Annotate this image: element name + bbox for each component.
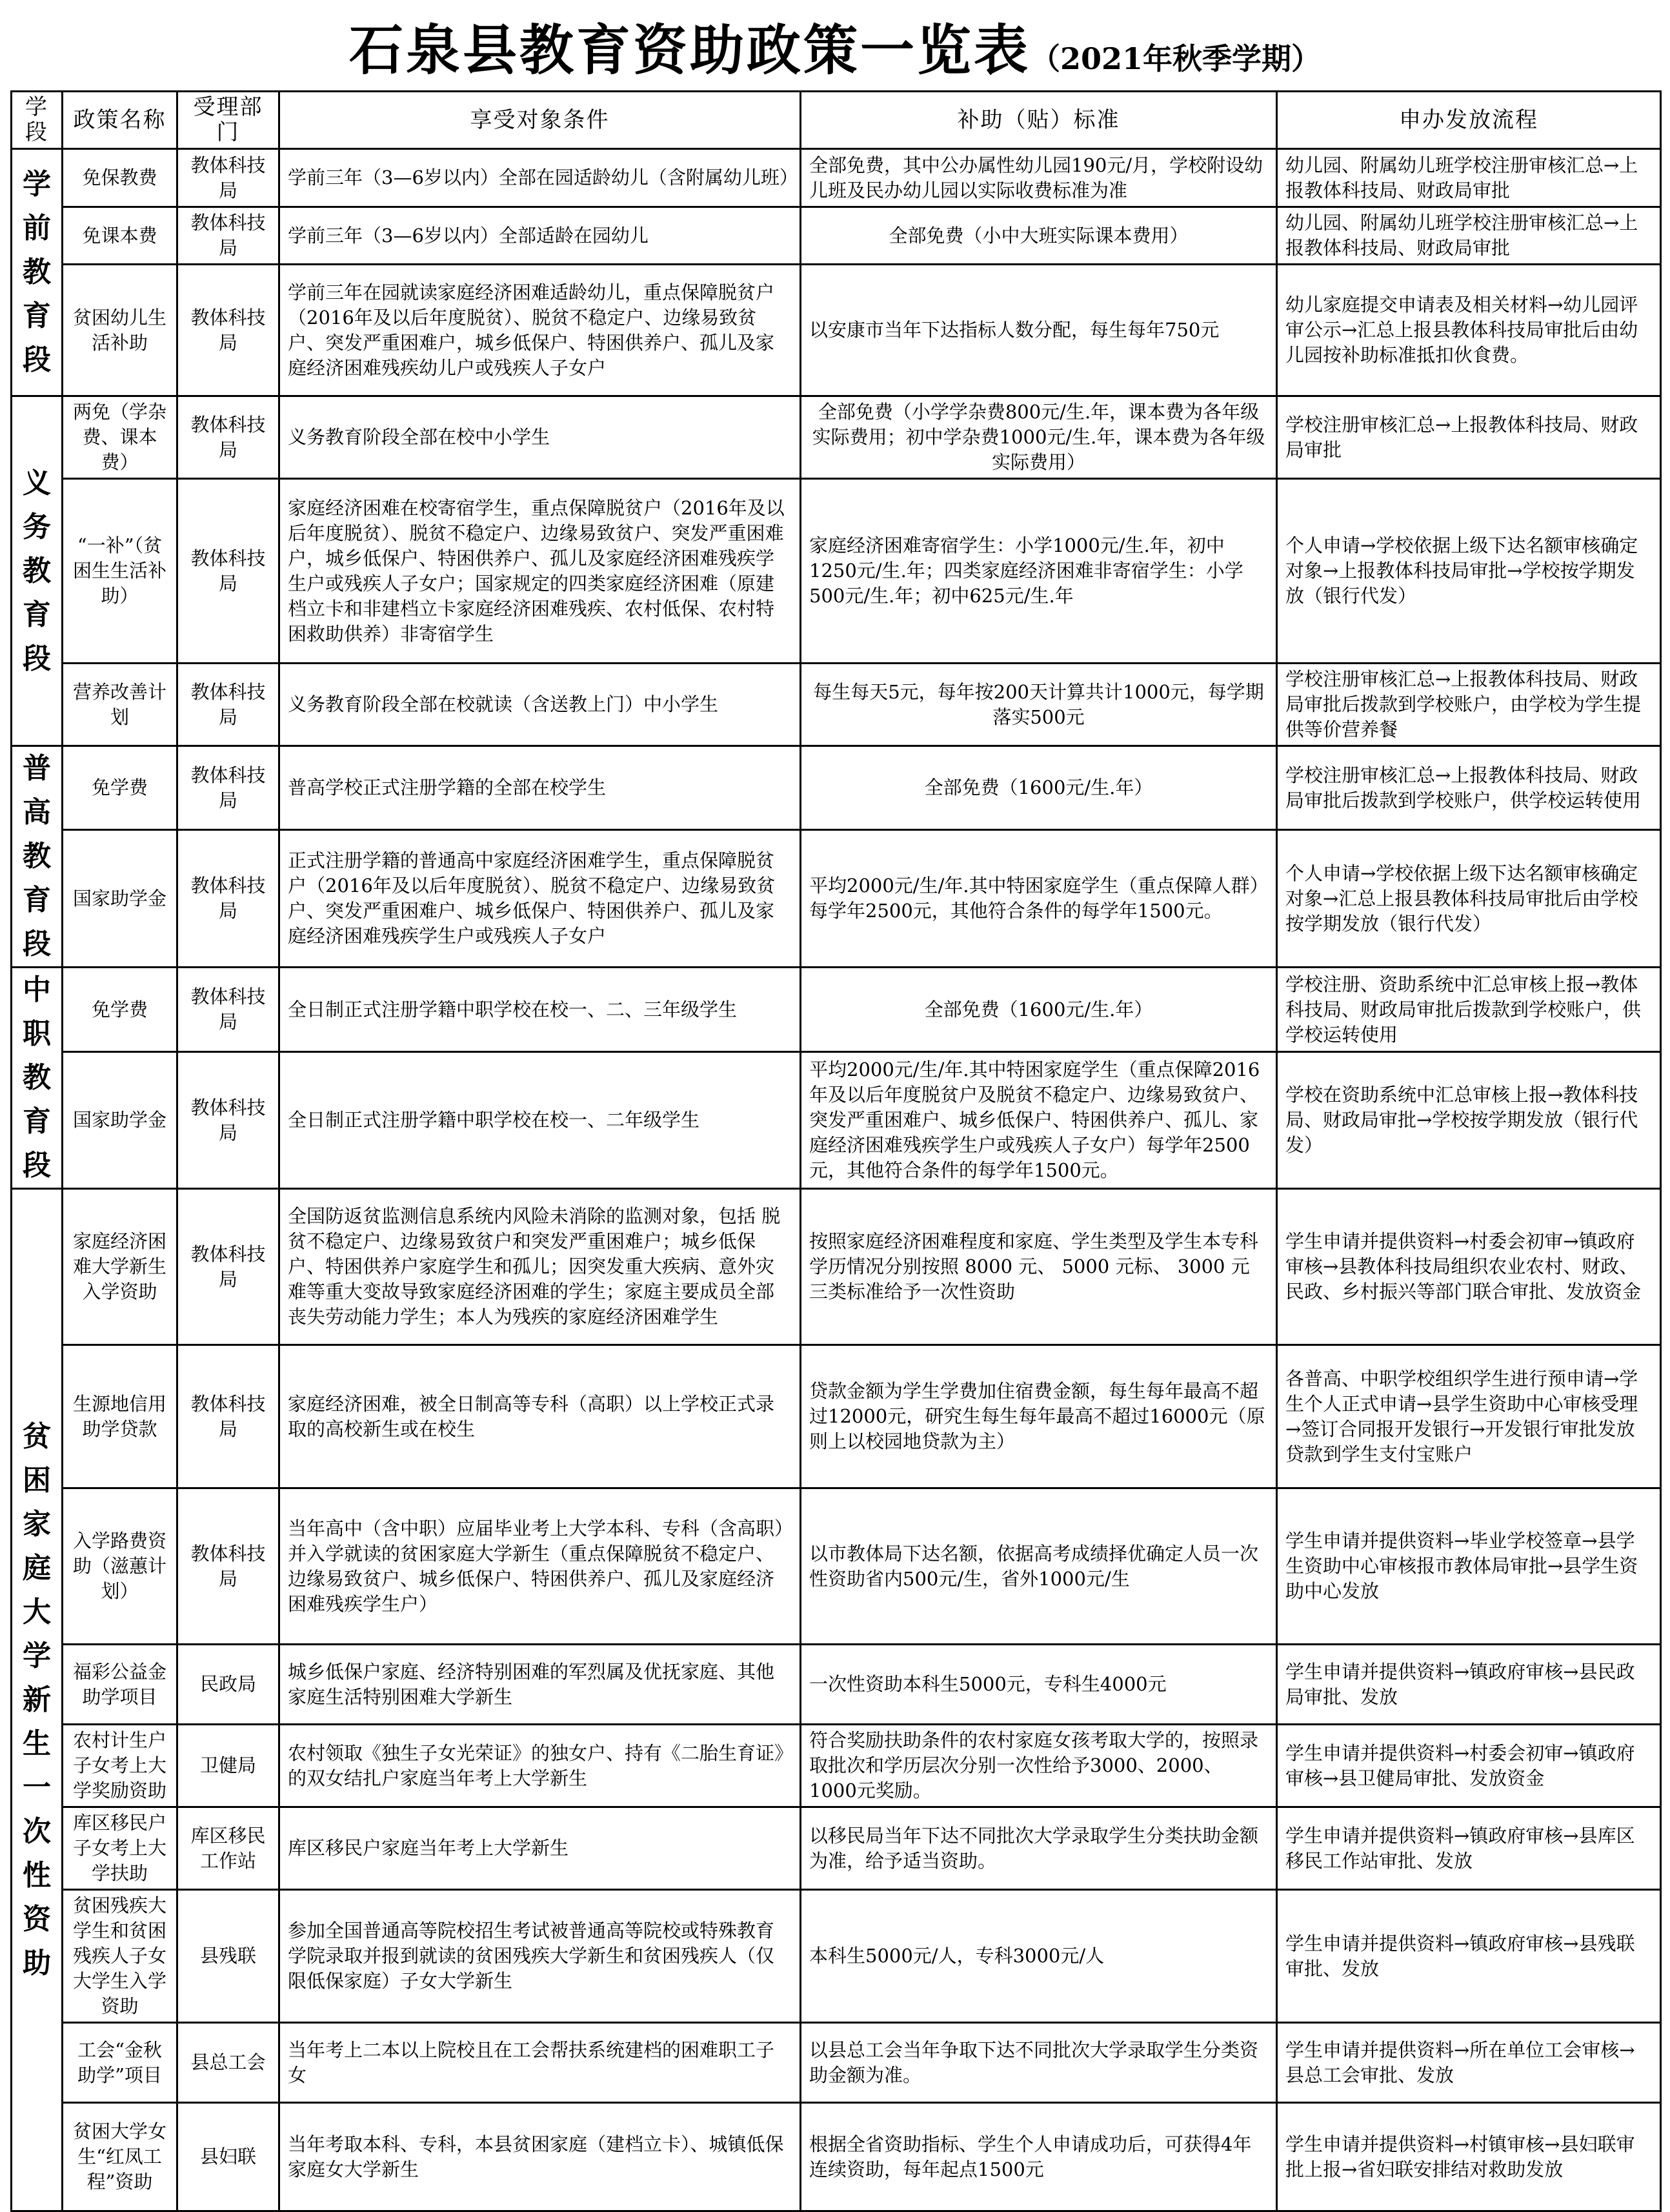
policy-name: 营养改善计划 <box>63 664 177 746</box>
table-row <box>12 968 1661 1052</box>
process-text: 学校注册、资助系统中汇总审核上报→教体科技局、财政局审批后拨款到学校账户，供学校运转使用 <box>1285 973 1642 1046</box>
process: 学生申请并提供资料→村委会初审→镇政府审核→县教体科技局组织农业农村、财政、民政、乡村振兴等部门联合审批、发放资金 <box>1277 1189 1661 1345</box>
process: 学生申请并提供资料→村委会初审→镇政府审核→县卫健局审批、发放资金 <box>1277 1725 1661 1807</box>
eligibility: 库区移民户家庭当年考上大学新生 <box>279 1807 801 1890</box>
segment-cell: 中职教育段 <box>12 968 63 1189</box>
department: 教体科技局 <box>177 1345 279 1488</box>
standard: 平均2000元/生/年.其中特困家庭学生（重点保障人群）每学年2500元，其他符合条件的每学年1500元。 <box>801 830 1277 968</box>
eligibility: 学前三年（3—6岁以内）全部在园适龄幼儿（含附属幼儿班） <box>279 149 801 207</box>
table-row <box>12 396 1661 479</box>
table-row <box>12 1052 1661 1189</box>
department: 县妇联 <box>177 2103 279 2211</box>
table-row <box>12 479 1661 664</box>
process <box>1277 664 1661 746</box>
standard-text: 全部免费，其中公办属性幼儿园190元/月，学校附设幼儿班及民办幼儿园以实际收费标准为准 <box>809 154 1263 201</box>
table-row <box>12 1725 1661 1807</box>
department: 教体科技局 <box>177 207 279 265</box>
department: 县残联 <box>177 1890 279 2023</box>
standard-text: 平均2000元/生/年.其中特困家庭学生（重点保障2016年及以后年度脱贫户及脱贫不稳定户、边缘易致贫户、突发严重困难户、城乡低保户、特困供养户、孤儿、家庭经济困难残疾学生户或残疾人子女户）每学年2500元，其他符合条件的每学年1500元。 <box>809 1059 1260 1182</box>
eligibility: 全日制正式注册学籍中职学校在校一、二、三年级学生 <box>279 968 801 1052</box>
policy-name: “一补”（贫困生生活补助） <box>63 479 177 664</box>
department: 教体科技局 <box>177 746 279 830</box>
standard: 以市教体局下达名额，依据高考成绩择优确定人员一次性资助省内500元/生，省外1000元/生 <box>801 1488 1277 1645</box>
process: 学校在资助系统中汇总审核上报→教体科技局、财政局审批→学校按学期发放（银行代发） <box>1277 1052 1661 1189</box>
process-text: 学校注册审核汇总→上报教体科技局、财政局审批后拨款到学校账户，由学校为学生提供等价营养餐 <box>1285 668 1642 740</box>
header-department: 受理部门 <box>177 92 279 149</box>
table-row <box>12 1890 1661 2023</box>
standard: 全部免费（1600元/生.年） <box>801 746 1277 830</box>
eligibility: 学前三年（3—6岁以内）全部适龄在园幼儿 <box>279 207 801 265</box>
standard: 符合奖励扶助条件的农村家庭女孩考取大学的，按照录取批次和学历层次分别一次性给予3000、2000、1000元奖励。 <box>801 1725 1277 1807</box>
standard: 以移民局当年下达不同批次大学录取学生分类扶助金额为准，给予适当资助。 <box>801 1807 1277 1890</box>
policy-name: 工会“金秋助学”项目 <box>63 2023 177 2103</box>
process: 学生申请并提供资料→所在单位工会审核→县总工会审批、发放 <box>1277 2023 1661 2103</box>
policy-name: 免保教费 <box>63 149 177 207</box>
table-row <box>12 830 1661 968</box>
table-row <box>12 1645 1661 1725</box>
department: 教体科技局 <box>177 830 279 968</box>
department: 教体科技局 <box>177 1488 279 1645</box>
table-row <box>12 149 1661 207</box>
process-text: 幼儿园、附属幼儿班学校注册审核汇总→上报教体科技局、财政局审批 <box>1285 212 1638 259</box>
policy-name: 贫困大学女生“红凤工程”资助 <box>63 2103 177 2211</box>
process-text: 幼儿园、附属幼儿班学校注册审核汇总→上报教体科技局、财政局审批 <box>1285 154 1638 201</box>
policy-table <box>10 90 1662 2212</box>
department: 卫健局 <box>177 1725 279 1807</box>
policy-name: 免学费 <box>63 968 177 1052</box>
policy-name: 两免（学杂费、课本费） <box>63 396 177 479</box>
process: 幼儿家庭提交申请表及相关材料→幼儿园评审公示→汇总上报县教体科技局审批后由幼儿园按补助标准抵扣伙食费。 <box>1277 265 1661 396</box>
header-segment: 学段 <box>12 92 63 149</box>
eligibility: 普高学校正式注册学籍的全部在校学生 <box>279 746 801 830</box>
standard: 本科生5000元/人，专科3000元/人 <box>801 1890 1277 2023</box>
process: 个人申请→学校依据上级下达名额审核确定对象→上报教体科技局审批→学校按学期发放（银行代发） <box>1277 479 1661 664</box>
department: 县总工会 <box>177 2023 279 2103</box>
policy-name: 生源地信用助学贷款 <box>63 1345 177 1488</box>
process: 学生申请并提供资料→镇政府审核→县库区移民工作站审批、发放 <box>1277 1807 1661 1890</box>
table-row <box>12 207 1661 265</box>
department: 库区移民工作站 <box>177 1807 279 1890</box>
eligibility: 当年考上二本以上院校且在工会帮扶系统建档的困难职工子女 <box>279 2023 801 2103</box>
department: 教体科技局 <box>177 968 279 1052</box>
table-row <box>12 664 1661 746</box>
policy-name: 库区移民户子女考上大学扶助 <box>63 1807 177 1890</box>
table-row <box>12 2023 1661 2103</box>
title-term: （2021年秋季学期） <box>1030 41 1322 76</box>
segment-cell: 普高教育段 <box>12 746 63 968</box>
eligibility: 参加全国普通高等院校招生考试被普通高等院校或特殊教育学院录取并报到就读的贫困残疾大学新生和贫困残疾人（仅限低保家庭）子女大学新生 <box>279 1890 801 2023</box>
segment-cell: 义务教育段 <box>12 396 63 746</box>
eligibility: 正式注册学籍的普通高中家庭经济困难学生，重点保障脱贫户（2016年及以后年度脱贫）、脱贫不稳定户、边缘易致贫户、突发严重困难户、城乡低保户、特困供养户、孤儿及家庭经济困难残疾学生户或残疾人子女户 <box>279 830 801 968</box>
eligibility: 家庭经济困难在校寄宿学生，重点保障脱贫户（2016年及以后年度脱贫）、脱贫不稳定户、边缘易致贫户、突发严重困难户，城乡低保户、特困供养户、孤儿及家庭经济困难残疾学生户或残疾人子女户；国家规定的四类家庭经济困难（原建档立卡和非建档立卡家庭经济困难残疾、农村低保、农村特困救助供养）非寄宿学生 <box>279 479 801 664</box>
department: 教体科技局 <box>177 265 279 396</box>
policy-name: 贫困残疾大学生和贫困残疾人子女大学生入学资助 <box>63 1890 177 2023</box>
process-text: 学校注册审核汇总→上报教体科技局、财政局审批后拨款到学校账户，供学校运转使用 <box>1285 764 1642 811</box>
standard: 以安康市当年下达指标人数分配，每生每年750元 <box>801 265 1277 396</box>
process: 学校注册审核汇总→上报教体科技局、财政局审批 <box>1277 396 1661 479</box>
segment-cell: 贫困家庭大学新生一次性资助 <box>12 1189 63 2211</box>
process: 学生申请并提供资料→毕业学校签章→县学生资助中心审核报市教体局审批→县学生资助中心发放 <box>1277 1488 1661 1645</box>
title-main: 石泉县教育资助政策一览表 <box>348 18 1031 82</box>
department: 民政局 <box>177 1645 279 1725</box>
eligibility: 全国防返贫监测信息系统内风险未消除的监测对象，包括 脱贫不稳定户、边缘易致贫户和突发严重困难户；城乡低保户、特困供养户家庭学生和孤儿；因突发重大疾病、意外灾难等重大变故导致家庭经济困难的学生；家庭主要成员全部丧失劳动能力学生；本人为残疾的家庭经济困难学生 <box>279 1189 801 1345</box>
department: 教体科技局 <box>177 1052 279 1189</box>
policy-name: 入学路费资助（滋蕙计划） <box>63 1488 177 1645</box>
table-row <box>12 1807 1661 1890</box>
header-row <box>12 92 1661 149</box>
standard: 以县总工会当年争取下达不同批次大学录取学生分类资助金额为准。 <box>801 2023 1277 2103</box>
process: 学生申请并提供资料→镇政府审核→县民政局审批、发放 <box>1277 1645 1661 1725</box>
eligibility: 当年高中（含中职）应届毕业考上大学本科、专科（含高职）并入学就读的贫困家庭大学新生（重点保障脱贫不稳定户、边缘易致贫户、城乡低保户、特困供养户、孤儿及家庭经济困难残疾学生户） <box>279 1488 801 1645</box>
standard: 根据全省资助指标、学生个人申请成功后，可获得4年连续资助，每年起点1500元 <box>801 2103 1277 2211</box>
header-policy-name: 政策名称 <box>63 92 177 149</box>
policy-name: 免课本费 <box>63 207 177 265</box>
standard: 每生每天5元，每年按200天计算共计1000元，每学期落实500元 <box>801 664 1277 746</box>
standard: 全部免费（1600元/生.年） <box>801 968 1277 1052</box>
eligibility: 义务教育阶段全部在校就读（含送教上门）中小学生 <box>279 664 801 746</box>
eligibility: 家庭经济困难，被全日制高等专科（高职）以上学校正式录取的高校新生或在校生 <box>279 1345 801 1488</box>
department: 教体科技局 <box>177 149 279 207</box>
policy-name: 福彩公益金助学项目 <box>63 1645 177 1725</box>
process: 学生申请并提供资料→村镇审核→县妇联审批上报→省妇联安排结对救助发放 <box>1277 2103 1661 2211</box>
standard: 全部免费（小学学杂费800元/生.年，课本费为各年级实际费用；初中学杂费1000元/生.年，课本费为各年级实际费用） <box>801 396 1277 479</box>
process <box>1277 207 1661 265</box>
process <box>1277 968 1661 1052</box>
process: 个人申请→学校依据上级下达名额审核确定对象→汇总上报县教体科技局审批后由学校按学期发放（银行代发） <box>1277 830 1661 968</box>
table-row <box>12 1345 1661 1488</box>
policy-name: 家庭经济困难大学新生入学资助 <box>63 1189 177 1345</box>
standard: 按照家庭经济困难程度和家庭、学生类型及学生本专科学历情况分别按照 8000 元、 5000 元标、 3000 元三类标准给予一次性资助 <box>801 1189 1277 1345</box>
header-standard: 补助（贴）标准 <box>801 92 1277 149</box>
policy-name: 免学费 <box>63 746 177 830</box>
department: 教体科技局 <box>177 396 279 479</box>
department: 教体科技局 <box>177 664 279 746</box>
process <box>1277 149 1661 207</box>
standard <box>801 1052 1277 1189</box>
page-title <box>0 12 1670 89</box>
policy-name: 贫困幼儿生活补助 <box>63 265 177 396</box>
eligibility: 城乡低保户家庭、经济特别困难的军烈属及优抚家庭、其他家庭生活特别困难大学新生 <box>279 1645 801 1725</box>
eligibility: 全日制正式注册学籍中职学校在校一、二年级学生 <box>279 1052 801 1189</box>
department: 教体科技局 <box>177 1189 279 1345</box>
policy-name: 农村计生户子女考上大学奖励资助 <box>63 1725 177 1807</box>
eligibility: 学前三年在园就读家庭经济困难适龄幼儿，重点保障脱贫户（2016年及以后年度脱贫）、脱贫不稳定户、边缘易致贫户、突发严重困难户，城乡低保户、特困供养户、孤儿及家庭经济困难残疾幼儿户或残疾人子女户 <box>279 265 801 396</box>
header-process: 申办发放流程 <box>1277 92 1661 149</box>
eligibility: 农村领取《独生子女光荣证》的独女户、持有《二胎生育证》的双女结扎户家庭当年考上大学新生 <box>279 1725 801 1807</box>
process: 各普高、中职学校组织学生进行预申请→学生个人正式申请→县学生资助中心审核受理→签订合同报开发银行→开发银行审批发放贷款到学生支付宝账户 <box>1277 1345 1661 1488</box>
header-eligibility: 享受对象条件 <box>279 92 801 149</box>
standard: 全部免费（小中大班实际课本费用） <box>801 207 1277 265</box>
process <box>1277 746 1661 830</box>
standard: 一次性资助本科生5000元，专科生4000元 <box>801 1645 1277 1725</box>
department: 教体科技局 <box>177 479 279 664</box>
eligibility: 义务教育阶段全部在校中小学生 <box>279 396 801 479</box>
policy-name: 国家助学金 <box>63 830 177 968</box>
standard <box>801 149 1277 207</box>
table-row <box>12 265 1661 396</box>
standard: 贷款金额为学生学费加住宿费金额，每生每年最高不超过12000元，研究生每生每年最高不超过16000元（原则上以校园地贷款为主） <box>801 1345 1277 1488</box>
process: 学生申请并提供资料→镇政府审核→县残联审批、发放 <box>1277 1890 1661 2023</box>
table-row <box>12 746 1661 830</box>
standard: 家庭经济困难寄宿学生：小学1000元/生.年，初中1250元/生.年；四类家庭经济困难非寄宿学生：小学500元/生.年；初中625元/生.年 <box>801 479 1277 664</box>
segment-cell: 学前教育段 <box>12 149 63 396</box>
eligibility: 当年考取本科、专科，本县贫困家庭（建档立卡）、城镇低保家庭女大学新生 <box>279 2103 801 2211</box>
table-row <box>12 1488 1661 1645</box>
table-row <box>12 2103 1661 2211</box>
table-row <box>12 1189 1661 1345</box>
policy-name: 国家助学金 <box>63 1052 177 1189</box>
